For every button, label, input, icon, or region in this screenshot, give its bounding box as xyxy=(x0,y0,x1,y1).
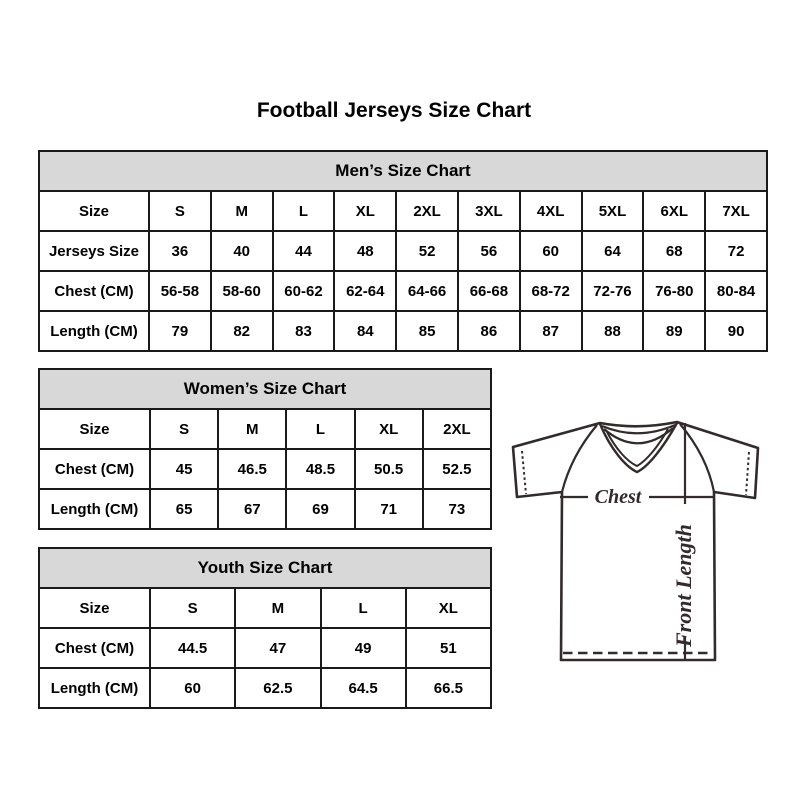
value-cell: 40 xyxy=(211,231,273,271)
womens-size-table xyxy=(38,368,492,530)
value-cell: L xyxy=(286,409,354,449)
value-cell: 58-60 xyxy=(211,271,273,311)
value-cell: 6XL xyxy=(643,191,705,231)
value-cell: L xyxy=(273,191,335,231)
value-cell: 83 xyxy=(273,311,335,351)
value-cell: 90 xyxy=(705,311,767,351)
row-label-cell: Length (CM) xyxy=(39,668,150,708)
table-row xyxy=(39,449,491,489)
youth-size-table xyxy=(38,547,492,709)
value-cell: XL xyxy=(334,191,396,231)
table-row xyxy=(39,409,491,449)
value-cell: 68 xyxy=(643,231,705,271)
value-cell: 62-64 xyxy=(334,271,396,311)
value-cell: 50.5 xyxy=(355,449,423,489)
value-cell: 88 xyxy=(582,311,644,351)
value-cell: 56-58 xyxy=(149,271,211,311)
value-cell: 52.5 xyxy=(423,449,491,489)
table-row xyxy=(39,668,491,708)
row-label-cell: Chest (CM) xyxy=(39,628,150,668)
value-cell: 2XL xyxy=(423,409,491,449)
table-row xyxy=(39,271,767,311)
front-length-measure-label: Front Length xyxy=(671,524,696,647)
value-cell: 62.5 xyxy=(235,668,320,708)
value-cell: 64.5 xyxy=(321,668,406,708)
value-cell: 76-80 xyxy=(643,271,705,311)
value-cell: 48.5 xyxy=(286,449,354,489)
value-cell: 68-72 xyxy=(520,271,582,311)
value-cell: 66-68 xyxy=(458,271,520,311)
value-cell: S xyxy=(150,588,235,628)
value-cell: 69 xyxy=(286,489,354,529)
value-cell: 72 xyxy=(705,231,767,271)
row-label-cell: Size xyxy=(39,409,150,449)
value-cell: 80-84 xyxy=(705,271,767,311)
row-label-cell: Length (CM) xyxy=(39,311,149,351)
table-title: Youth Size Chart xyxy=(39,548,491,588)
table-title: Men’s Size Chart xyxy=(39,151,767,191)
row-label-cell: Size xyxy=(39,588,150,628)
value-cell: 52 xyxy=(396,231,458,271)
value-cell: 89 xyxy=(643,311,705,351)
value-cell: XL xyxy=(406,588,491,628)
value-cell: M xyxy=(235,588,320,628)
value-cell: 82 xyxy=(211,311,273,351)
table-title: Women’s Size Chart xyxy=(39,369,491,409)
row-label-cell: Chest (CM) xyxy=(39,449,150,489)
value-cell: 87 xyxy=(520,311,582,351)
value-cell: 67 xyxy=(218,489,286,529)
value-cell: 79 xyxy=(149,311,211,351)
row-label-cell: Size xyxy=(39,191,149,231)
chest-measure-label: Chest xyxy=(594,486,642,508)
value-cell: 4XL xyxy=(520,191,582,231)
v-neck-inner xyxy=(606,429,668,466)
value-cell: 2XL xyxy=(396,191,458,231)
value-cell: 66.5 xyxy=(406,668,491,708)
value-cell: 60-62 xyxy=(273,271,335,311)
value-cell: 73 xyxy=(423,489,491,529)
left-cuff-stitch-line xyxy=(522,451,526,494)
table-row xyxy=(39,191,767,231)
value-cell: 7XL xyxy=(705,191,767,231)
value-cell: 44.5 xyxy=(150,628,235,668)
value-cell: 45 xyxy=(150,449,218,489)
value-cell: M xyxy=(218,409,286,449)
value-cell: S xyxy=(150,409,218,449)
value-cell: 60 xyxy=(150,668,235,708)
value-cell: 44 xyxy=(273,231,335,271)
value-cell: L xyxy=(321,588,406,628)
table-row xyxy=(39,231,767,271)
value-cell: S xyxy=(149,191,211,231)
row-label-cell: Jerseys Size xyxy=(39,231,149,271)
value-cell: 48 xyxy=(334,231,396,271)
value-cell: 5XL xyxy=(582,191,644,231)
value-cell: 46.5 xyxy=(218,449,286,489)
page-title: Football Jerseys Size Chart xyxy=(256,99,532,122)
value-cell: 65 xyxy=(150,489,218,529)
table-row xyxy=(39,311,767,351)
value-cell: 86 xyxy=(458,311,520,351)
table-row xyxy=(39,628,491,668)
value-cell: 64 xyxy=(582,231,644,271)
left-sleeve-seam xyxy=(562,425,597,492)
value-cell: 51 xyxy=(406,628,491,668)
value-cell: XL xyxy=(355,409,423,449)
value-cell: 71 xyxy=(355,489,423,529)
jersey-outline xyxy=(513,422,758,660)
right-cuff-stitch-line xyxy=(746,452,749,495)
value-cell: 56 xyxy=(458,231,520,271)
mens-size-table xyxy=(38,150,768,352)
value-cell: 64-66 xyxy=(396,271,458,311)
row-label-cell: Length (CM) xyxy=(39,489,150,529)
table-row xyxy=(39,489,491,529)
value-cell: 36 xyxy=(149,231,211,271)
table-row xyxy=(39,588,491,628)
jersey-measurement-diagram xyxy=(506,404,772,670)
value-cell: 72-76 xyxy=(582,271,644,311)
value-cell: 85 xyxy=(396,311,458,351)
value-cell: 47 xyxy=(235,628,320,668)
value-cell: 84 xyxy=(334,311,396,351)
row-label-cell: Chest (CM) xyxy=(39,271,149,311)
value-cell: 60 xyxy=(520,231,582,271)
value-cell: 3XL xyxy=(458,191,520,231)
value-cell: 49 xyxy=(321,628,406,668)
value-cell: M xyxy=(211,191,273,231)
